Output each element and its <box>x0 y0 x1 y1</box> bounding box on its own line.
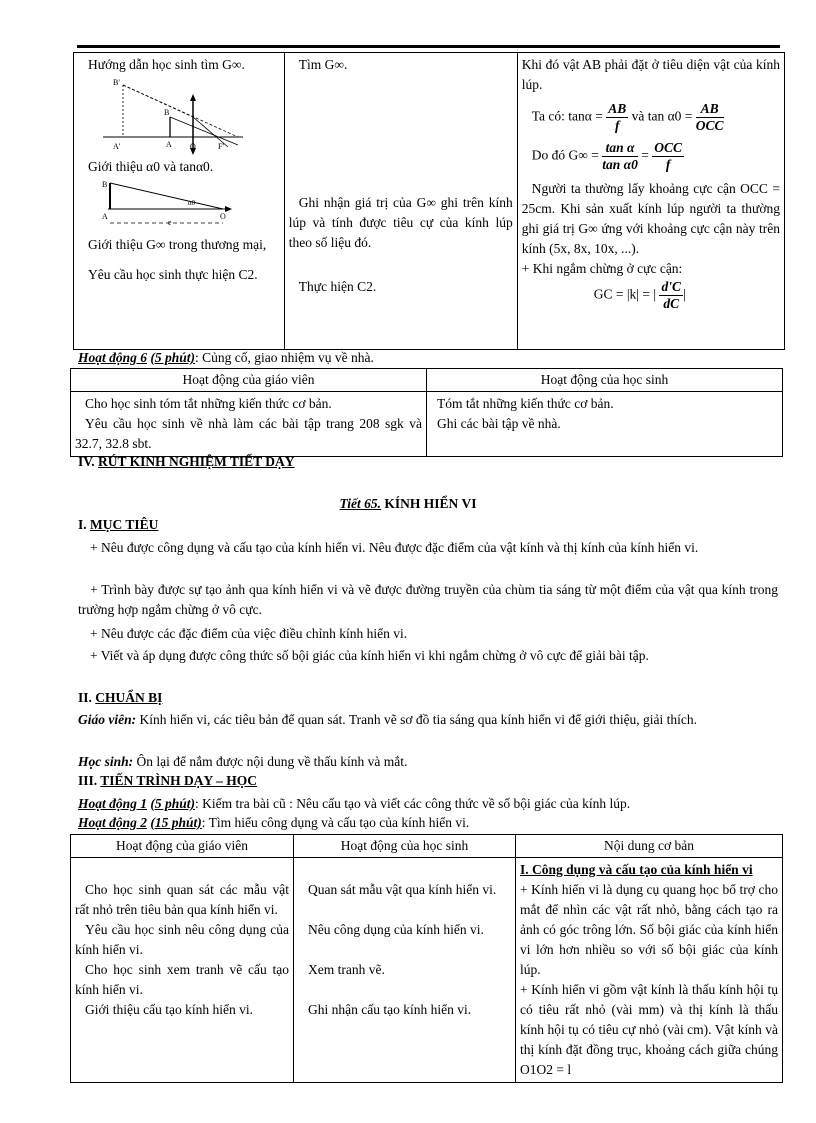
col-header-teacher: Hoạt động của giáo viên <box>71 835 294 858</box>
col-header-student: Hoạt động của học sinh <box>427 369 783 392</box>
activity-2: Hoạt động 2 (15 phút): Tìm hiểu công dụng và cấu tạo của kính hiển vi. <box>78 815 470 830</box>
objective-1: + Nêu được công dụng và cấu tạo của kính hiển vi. Nêu được đặc điểm của vật kính và thị kính của kính hiển vi. <box>90 540 699 555</box>
content-text-2: Người ta thường lấy khoảng cực cận OCC = 25cm. Khi sản xuất kính lúp người ta thường ghi giá trị G∞ ứng với khoảng cực cận này trên kính (5x, 8x, 10x, ...). <box>521 181 780 256</box>
student-step-3: Thực hiện C2. <box>298 279 377 294</box>
svg-text:A: A <box>166 140 172 149</box>
activity-6-table <box>70 368 783 457</box>
activity-1: Hoạt động 1 (5 phút): Kiểm tra bài cũ : Nêu cấu tạo và viết các công thức về số bội giác của kính lúp. <box>78 796 631 811</box>
content-text-3: + Khi ngắm chừng ở cực cận: <box>521 261 683 276</box>
svg-text:A': A' <box>113 142 121 151</box>
teacher-step-1: Hướng dẫn học sinh tìm G∞. <box>88 57 245 72</box>
student-cell: Quan sát mẫu vật qua kính hiển vi. Nêu công dụng của kính hiển vi. Xem tranh vẽ. Ghi nhận cấu tạo kính hiển vi. <box>294 858 516 1083</box>
teacher-column <box>74 53 285 350</box>
activity-6: Hoạt động 6 (5 phút): Củng cố, giao nhiệm vụ về nhà. <box>78 350 374 365</box>
col-header-teacher: Hoạt động của giáo viên <box>71 369 427 392</box>
col-header-content: Nội dung cơ bản <box>516 835 783 858</box>
content-column <box>517 53 784 350</box>
content-text-1: Khi đó vật AB phải đặt ở tiêu diện vật của kính lúp. <box>521 57 780 92</box>
formula-label: GC = |k| = | <box>593 286 657 302</box>
prep-student: Học sinh: Ôn lại để nắm được nội dung về thấu kính và mắt. <box>78 754 408 769</box>
section-4-heading: IV. RÚT KINH NGHIỆM TIẾT DẠY <box>78 454 295 469</box>
student-column <box>284 53 517 350</box>
teacher-step-3: Giới thiệu G∞ trong thương mại, <box>88 237 267 252</box>
lesson-table-continued <box>73 52 785 350</box>
page-top-rule <box>77 45 780 48</box>
teacher-cell: Cho học sinh quan sát các mẫu vật rất nhỏ trên tiêu bản qua kính hiển vi. Yêu cầu học sinh nêu công dụng của kính hiển vi. Cho học sinh xem tranh vẽ cấu tạo kính hiển vi. Giới thiệu cấu tạo kính hiển vi. <box>71 858 294 1083</box>
angle-figure <box>98 179 238 231</box>
lesson-title: Tiết 65. KÍNH HIỂN VI <box>339 496 477 511</box>
objective-4: + Viết và áp dụng được công thức số bội giác của kính hiển vi khi ngắm chừng ở vô cực để giải bài tập. <box>90 648 649 663</box>
magnifier-ray-figure <box>98 77 248 157</box>
svg-text:B: B <box>102 180 108 189</box>
formula-gc: GC = |k| = | $\frac{d'C}{dC}$ | <box>593 279 686 311</box>
svg-text:B: B <box>164 108 170 117</box>
student-step-1: Tìm G∞. <box>298 57 348 72</box>
content-cell: I. Công dụng và cấu tạo của kính hiển vi + Kính hiển vi là dụng cụ quang học bổ trợ cho mắt để nhìn các vật rất nhỏ, bằng cách tạo ra ảnh có góc trông lớn. Số bội giác của kính hiển vi lớn hơn nhiều so với số bội giác của kính lúp. + Kính hiển vi gồm vật kính là thấu kính hội tụ có tiêu rất nhỏ (vài mm) và thị kính là thấu kính hội tụ có tiêu cự nhỏ (vài cm). Vật kính và thị kính đặt đồng trục, khoảng cách giữa chúng O1O2 = l <box>516 858 783 1083</box>
svg-text:O: O <box>190 142 196 151</box>
content-heading: I. Công dụng và cấu tạo của kính hiển vi <box>520 862 753 877</box>
fraction: $\frac{AB}{f}$ <box>608 101 627 133</box>
section-2-heading: II. CHUẨN BỊ <box>78 690 163 705</box>
formula-tan <box>532 101 780 134</box>
svg-text:A: A <box>102 212 108 221</box>
section-3-heading: III. TIẾN TRÌNH DẠY – HỌC <box>78 773 258 788</box>
student-step-2: Ghi nhận giá trị của G∞ ghi trên kính lúp và tính được tiêu cự của kính lúp theo số liệu đó. <box>288 195 513 250</box>
formula-g-infinity: Do đó G∞ = $\frac{\text{tan α}}{\text{tan α0}}$ = $\frac{\text{OCC}}{f}$ <box>531 140 682 172</box>
prep-teacher: Giáo viên: Kính hiển vi, các tiêu bản để quan sát. Tranh vẽ sơ đồ tia sáng qua kính hiển vi để giới thiệu, giải thích. <box>78 712 698 727</box>
formula-label: Ta có: tanα = <box>531 108 603 124</box>
teacher-step-4: Yêu cầu học sinh thực hiện C2. <box>88 267 258 282</box>
col-header-student: Hoạt động của học sinh <box>294 835 516 858</box>
fraction: $\frac{\text{tan α}}{\text{tan α0}}$ <box>602 140 638 172</box>
svg-text:F': F' <box>218 142 224 151</box>
fraction: $\frac{\text{OCC}}{f}$ <box>654 140 682 172</box>
student-cell: Tóm tắt những kiến thức cơ bản. Ghi các bài tập về nhà. <box>427 392 783 457</box>
svg-text:B': B' <box>113 78 120 87</box>
svg-text:α0: α0 <box>188 199 196 207</box>
svg-text:O: O <box>220 212 226 221</box>
section-1-heading: I. MỤC TIÊU <box>78 517 159 532</box>
teacher-step-2: Giới thiệu α0 và tanα0. <box>88 159 214 174</box>
objective-3: + Nêu được các đặc điểm của việc điều chỉnh kính hiển vi. <box>90 626 408 641</box>
activity-2-table <box>70 834 783 1083</box>
formula-label: Do đó G∞ = <box>531 147 599 163</box>
objective-2: + Trình bày được sự tạo ảnh qua kính hiển vi và vẽ được đường truyền của chùm tia sáng từ một điểm của vật qua kính trong trường hợp ngắm chừng ở vô cực. <box>78 582 778 617</box>
teacher-cell: Cho học sinh tóm tắt những kiến thức cơ bản. Yêu cầu học sinh về nhà làm các bài tập trang 208 sgk và 32.7, 32.8 sbt. <box>71 392 427 457</box>
formula-label: và tan α0 = <box>631 108 693 124</box>
svg-text:e: e <box>168 218 172 227</box>
fraction: $\frac{d'C}{dC}$ <box>661 279 681 311</box>
fraction: $\frac{AB}{\text{OCC}}$ <box>695 101 724 133</box>
